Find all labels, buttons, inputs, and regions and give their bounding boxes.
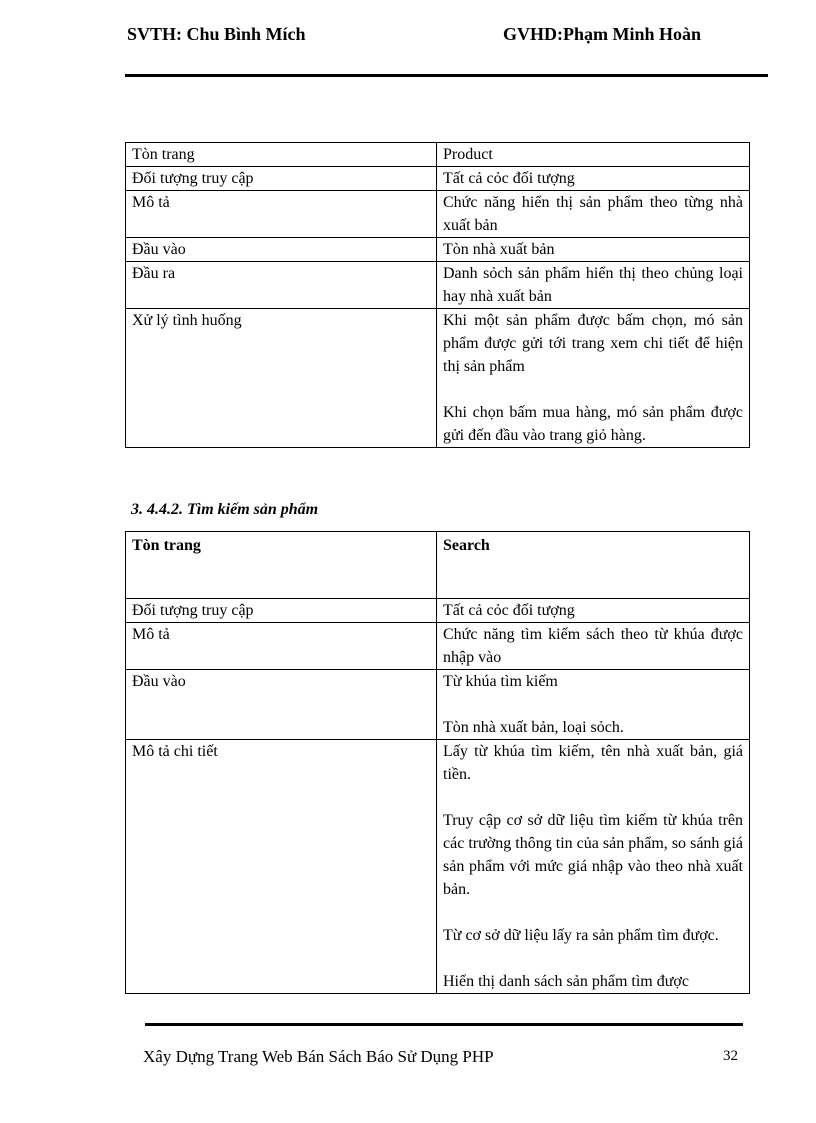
table-row [126,309,750,448]
search-page-spec-table [125,531,750,994]
row-value: Tất cả cỏc đối tượng [437,167,750,191]
header-divider [125,74,768,77]
row-label: Tòn trang [126,143,437,167]
table-row [126,740,750,994]
table-row [126,191,750,238]
table-row [126,623,750,670]
row-label: Tòn trang [126,532,437,599]
product-page-spec-table [125,142,750,448]
row-label: Mô tả chi tiết [126,740,437,994]
section-heading: 3. 4.4.2. Tìm kiếm sản phẩm [131,501,319,518]
table-row [126,532,750,599]
row-label: Xử lý tình huống [126,309,437,448]
row-label: Đối tượng truy cập [126,599,437,623]
footer-title: Xây Dựng Trang Web Bán Sách Báo Sử Dụng PHP [143,1047,494,1066]
row-value: Search [437,532,750,599]
row-label: Mô tả [126,623,437,670]
table-row [126,167,750,191]
row-value: Từ khúa tìm kiếm Tòn nhà xuất bản, loại sỏch. [437,670,750,740]
table-row [126,670,750,740]
row-value: Chức năng hiển thị sản phẩm theo từng nhà xuất bản [437,191,750,238]
row-value: Chức năng tìm kiếm sách theo từ khúa được nhập vào [437,623,750,670]
row-label: Đầu ra [126,262,437,309]
header-student: SVTH: Chu Bình Mích [127,24,306,44]
row-value: Lấy từ khúa tìm kiếm, tên nhà xuất bản, giá tiền. Truy cập cơ sở dữ liệu tìm kiếm từ khúa trên các trường thông tin của sản phẩm, so sánh giá sản phẩm với mức giá nhập vào theo nhà xuất bản. Từ cơ sở dữ liệu lấy ra sản phẩm tìm được. Hiển thị danh sách sản phẩm tìm được [437,740,750,994]
table-row [126,262,750,309]
row-label: Đối tượng truy cập [126,167,437,191]
header-advisor: GVHD:Phạm Minh Hoàn [503,24,702,44]
row-label: Đầu vào [126,670,437,740]
table-row [126,599,750,623]
row-value: Danh sỏch sản phẩm hiển thị theo chủng loại hay nhà xuất bản [437,262,750,309]
table-row [126,238,750,262]
row-value: Khi một sản phẩm được bấm chọn, mó sản phẩm được gửi tới trang xem chi tiết để hiện thị sản phẩm Khi chọn bấm mua hàng, mó sản phẩm được gửi đến đầu vào trang giỏ hàng. [437,309,750,448]
table-row [126,143,750,167]
page-number: 32 [723,1048,738,1064]
footer-divider [145,1023,743,1026]
row-value: Tất cả cỏc đối tượng [437,599,750,623]
row-label: Đầu vào [126,238,437,262]
row-label: Mô tả [126,191,437,238]
row-value: Product [437,143,750,167]
row-value: Tòn nhà xuất bản [437,238,750,262]
